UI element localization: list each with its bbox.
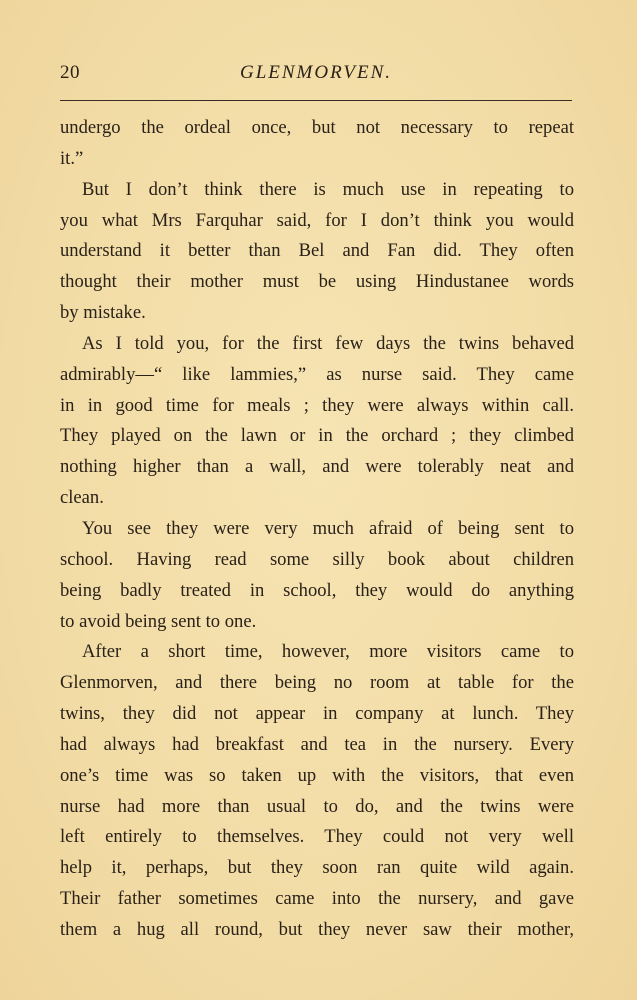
header-rule (60, 100, 572, 101)
text-line: You see they were very much afraid of being sent to (82, 517, 574, 539)
text-line: thought their mother must be using Hindustanee words (60, 271, 574, 293)
text-line: help it, perhaps, but they soon ran quite wild again. (60, 857, 574, 879)
text-line: had always had breakfast and tea in the nursery. Every (60, 733, 574, 755)
text-line: being badly treated in school, they would do anything (60, 579, 574, 601)
page-header (60, 62, 572, 92)
text-line: After a short time, however, more visitors came to (82, 641, 574, 663)
text-line: it.” (60, 147, 84, 169)
text-line: left entirely to themselves. They could not very well (60, 826, 574, 848)
running-title: GLENMORVEN. (239, 62, 392, 83)
text-line: school. Having read some silly book about children (60, 548, 574, 570)
text-line: clean. (60, 487, 104, 509)
text-line: undergo the ordeal once, but not necessary to repeat (60, 117, 574, 138)
text-line: As I told you, for the first few days the twins behaved (82, 332, 574, 354)
text-line: to avoid being sent to one. (60, 610, 257, 632)
text-line: They played on the lawn or in the orchard ; they climbed (60, 425, 574, 447)
text-line: admirably—“ like lammies,” as nurse said. They came (60, 363, 574, 385)
body-text (60, 113, 574, 946)
text-line: twins, they did not appear in company at lunch. They (60, 703, 574, 725)
text-line: understand it better than Bel and Fan did. They often (60, 240, 574, 262)
text-line: nothing higher than a wall, and were tolerably neat and (60, 456, 574, 478)
text-line: nurse had more than usual to do, and the twins were (60, 795, 574, 817)
text-line: in in good time for meals ; they were always within call. (60, 394, 574, 416)
page-number: 20 (60, 62, 80, 83)
text-line: you what Mrs Farquhar said, for I don’t think you would (60, 209, 574, 231)
text-line: by mistake. (60, 302, 146, 324)
text-line: Their father sometimes came into the nursery, and gave (60, 888, 574, 910)
text-line: Glenmorven, and there being no room at table for the (60, 672, 574, 694)
text-line: one’s time was so taken up with the visitors, that even (60, 764, 574, 786)
text-line: But I don’t think there is much use in repeating to (82, 178, 574, 200)
text-line: them a hug all round, but they never saw their mother, (60, 918, 574, 940)
